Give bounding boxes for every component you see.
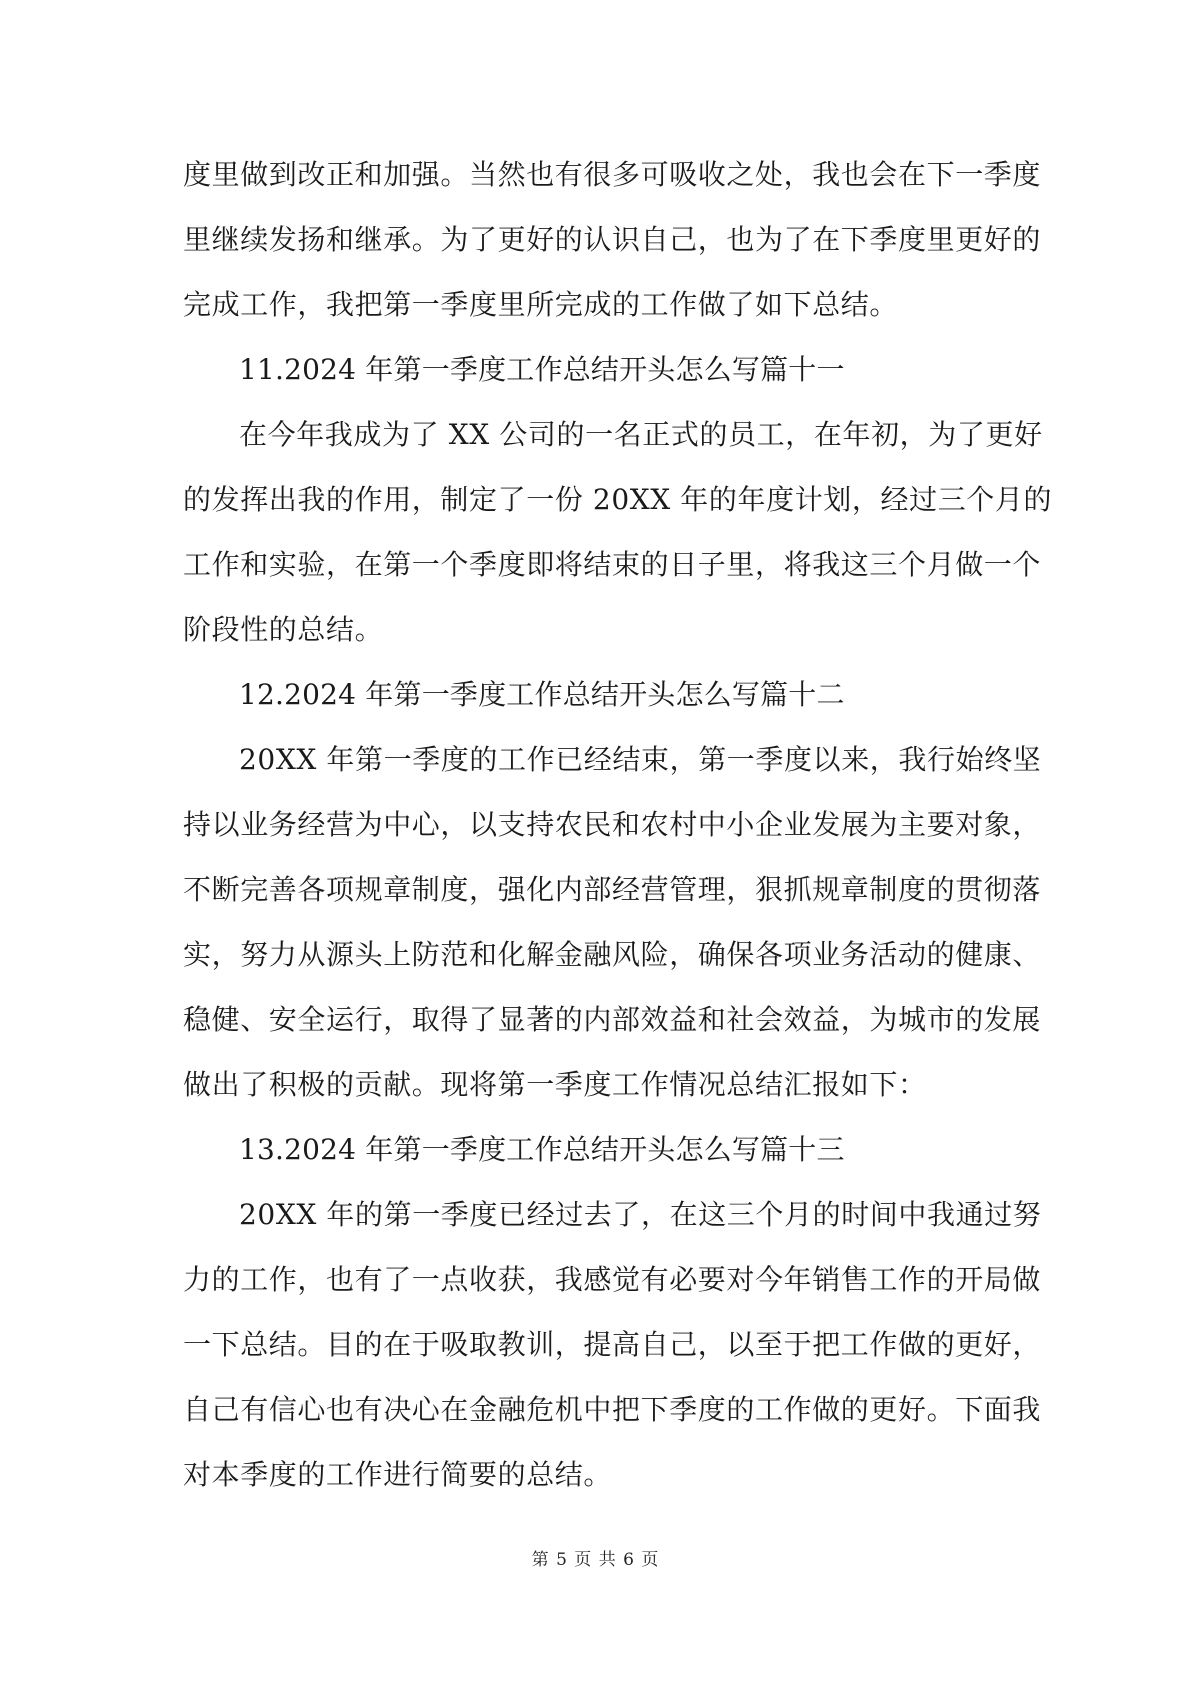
text-line: 一下总结。目的在于吸取教训，提高自己，以至于把工作做的更好， bbox=[183, 1328, 1042, 1361]
section-heading-13: 13.2024 年第一季度工作总结开头怎么写篇十三 bbox=[239, 1133, 845, 1166]
text-line: 度里做到改正和加强。当然也有很多可吸收之处，我也会在下一季度 bbox=[183, 158, 1042, 191]
text-line: 在今年我成为了 XX 公司的一名正式的员工，在年初，为了更好 bbox=[239, 418, 1043, 451]
text-line: 持以业务经营为中心，以支持农民和农村中小企业发展为主要对象， bbox=[183, 808, 1042, 841]
text-line: 自己有信心也有决心在金融危机中把下季度的工作做的更好。下面我 bbox=[183, 1393, 1042, 1426]
section-heading-12: 12.2024 年第一季度工作总结开头怎么写篇十二 bbox=[239, 678, 845, 711]
text-line: 的发挥出我的作用，制定了一份 20XX 年的年度计划，经过三个月的 bbox=[183, 483, 1053, 516]
text-line: 阶段性的总结。 bbox=[183, 613, 384, 646]
text-line: 力的工作，也有了一点收获，我感觉有必要对今年销售工作的开局做 bbox=[183, 1263, 1042, 1296]
text-line: 20XX 年第一季度的工作已经结束，第一季度以来，我行始终坚 bbox=[239, 743, 1042, 776]
text-line: 稳健、安全运行，取得了显著的内部效益和社会效益，为城市的发展 bbox=[183, 1003, 1042, 1036]
text-line: 不断完善各项规章制度，强化内部经营管理，狠抓规章制度的贯彻落 bbox=[183, 873, 1042, 906]
text-line: 完成工作，我把第一季度里所完成的工作做了如下总结。 bbox=[183, 288, 899, 321]
text-line: 实，努力从源头上防范和化解金融风险，确保各项业务活动的健康、 bbox=[183, 938, 1042, 971]
document-body bbox=[183, 142, 1053, 1507]
text-line: 20XX 年的第一季度已经过去了，在这三个月的时间中我通过努 bbox=[239, 1198, 1042, 1231]
text-line: 对本季度的工作进行简要的总结。 bbox=[183, 1458, 613, 1491]
text-line: 做出了积极的贡献。现将第一季度工作情况总结汇报如下： bbox=[183, 1068, 927, 1101]
page-number-footer: 第 5 页 共 6 页 bbox=[531, 1550, 660, 1570]
text-line: 工作和实验，在第一个季度即将结束的日子里，将我这三个月做一个 bbox=[183, 548, 1042, 581]
section-heading-11: 11.2024 年第一季度工作总结开头怎么写篇十一 bbox=[239, 353, 845, 386]
text-line: 里继续发扬和继承。为了更好的认识自己，也为了在下季度里更好的 bbox=[183, 223, 1042, 256]
